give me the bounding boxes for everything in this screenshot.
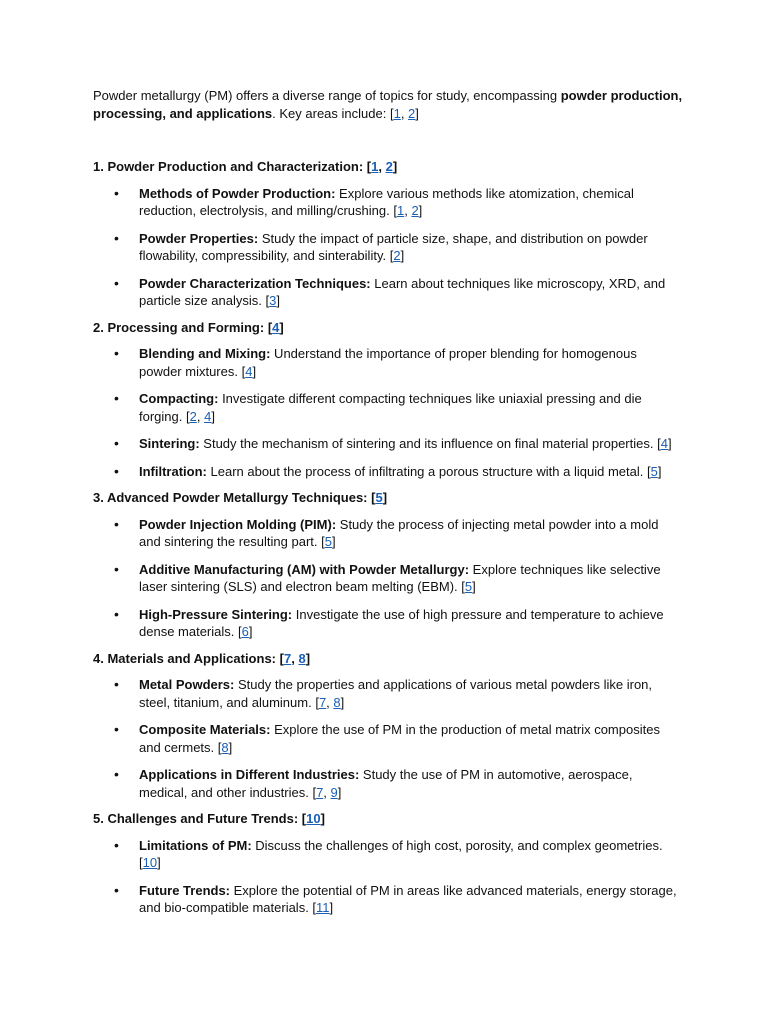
item-description: Learn about the process of infiltrating a porous structure with a liquid metal.: [206, 463, 647, 479]
list-item: [93, 516, 683, 551]
list-item: [93, 185, 683, 220]
item-term: Blending and Mixing:: [139, 346, 271, 361]
citation-link[interactable]: 5: [375, 490, 383, 505]
topic-sections: [93, 158, 683, 917]
item-citations: [4]: [657, 436, 672, 451]
bullet-list: [93, 345, 683, 480]
section-heading-text: 1. Powder Production and Characterization:: [93, 159, 364, 174]
citation-link[interactable]: 4: [660, 436, 668, 451]
citation-link[interactable]: 7: [318, 694, 327, 710]
citation-link[interactable]: 8: [298, 650, 306, 666]
citation-link[interactable]: 5: [650, 463, 658, 479]
item-term: Infiltration:: [139, 463, 207, 479]
item-citations: [2, 4]: [185, 408, 215, 424]
item-description: Investigate the use of high pressure and temperature to achieve dense materials.: [139, 606, 664, 639]
section-heading: [93, 489, 683, 507]
citation-link[interactable]: 3: [269, 293, 277, 308]
item-description: Discuss the challenges of high cost, porosity, and complex geometries.: [251, 837, 663, 853]
document-body: [93, 87, 683, 926]
section-heading-text: 4. Materials and Applications:: [93, 650, 277, 666]
list-item: [93, 676, 683, 711]
citation-link[interactable]: 9: [330, 784, 338, 800]
item-term: Powder Properties:: [139, 230, 259, 246]
section-heading: [93, 650, 683, 668]
item-citations: [2]: [389, 248, 405, 263]
item-description: Study the process of injecting metal powder into a mold and sintering the resulting part.: [139, 516, 659, 549]
citation-link[interactable]: 2: [385, 159, 393, 174]
citation-link[interactable]: 1: [396, 203, 405, 218]
citation-link[interactable]: 5: [464, 579, 473, 594]
item-citations: [10]: [139, 855, 161, 870]
list-item: [93, 435, 683, 453]
citation-link[interactable]: 8: [333, 694, 341, 710]
item-description: Study the impact of particle size, shape, and distribution on powder flowability, compressibility, and sinterability.: [139, 230, 648, 263]
list-item: [93, 766, 683, 801]
list-item: [93, 721, 683, 756]
item-description: Study the properties and applications of various metal powders like iron, steel, titanium, and aluminum.: [139, 677, 653, 710]
list-item: [93, 390, 683, 425]
list-item: [93, 275, 683, 310]
item-description: Explore the potential of PM in areas like advanced materials, energy storage, and bio-compatible materials.: [139, 882, 677, 915]
item-citations: [5]: [646, 463, 662, 479]
section-citations: [7, 8]: [279, 650, 311, 666]
item-citations: [5]: [321, 534, 336, 549]
citation-link[interactable]: 1: [371, 159, 379, 174]
citation-link[interactable]: 2: [411, 203, 419, 218]
item-term: Powder Characterization Techniques:: [139, 275, 371, 291]
citation-link[interactable]: 2: [393, 248, 401, 263]
item-term: Additive Manufacturing (AM) with Powder Metallurgy:: [139, 561, 470, 577]
item-term: Composite Materials:: [139, 722, 271, 737]
list-item: [93, 230, 683, 265]
item-citations: [7, 9]: [312, 784, 342, 800]
item-term: Sintering:: [139, 436, 200, 451]
citation-link[interactable]: 4: [204, 408, 212, 424]
section-citations: [4]: [267, 319, 284, 335]
citation-link[interactable]: 2: [408, 105, 416, 121]
item-term: Powder Injection Molding (PIM):: [139, 516, 337, 532]
intro-citations: [1, 2]: [389, 105, 419, 121]
intro-text-before: Powder metallurgy (PM) offers a diverse range of topics for study, encompassing: [93, 88, 561, 103]
item-term: Limitations of PM:: [139, 837, 252, 853]
item-citations: [1, 2]: [393, 203, 423, 218]
item-citations: [11]: [312, 900, 334, 915]
section-citations: [5]: [371, 490, 388, 505]
citation-link[interactable]: 4: [245, 363, 253, 379]
item-citations: [3]: [265, 293, 280, 308]
item-citations: [8]: [217, 739, 233, 755]
citation-link[interactable]: 4: [272, 319, 280, 335]
item-description: Learn about techniques like microscopy, XRD, and particle size analysis.: [139, 275, 666, 308]
list-item: [93, 606, 683, 641]
section-citations: [1, 2]: [366, 159, 398, 174]
citation-link[interactable]: 6: [241, 624, 249, 639]
list-item: [93, 882, 683, 917]
item-description: Study the use of PM in automotive, aerospace, medical, and other industries.: [139, 767, 633, 800]
list-item: [93, 561, 683, 596]
list-item: [93, 463, 683, 481]
item-citations: [6]: [238, 624, 253, 639]
item-term: High-Pressure Sintering:: [139, 606, 293, 622]
citation-link[interactable]: 11: [316, 900, 330, 915]
bullet-list: [93, 676, 683, 801]
item-term: Methods of Powder Production:: [139, 185, 336, 201]
item-description: Explore the use of PM in the production of metal matrix composites and cermets.: [139, 722, 660, 755]
item-description: Explore various methods like atomization, chemical reduction, electrolysis, and milling/crushing.: [139, 185, 634, 218]
section-heading: [93, 158, 683, 176]
bullet-list: [93, 516, 683, 641]
item-citations: [4]: [241, 363, 257, 379]
item-description: Explore techniques like selective laser sintering (SLS) and electron beam melting (EBM).: [139, 561, 661, 594]
item-term: Compacting:: [139, 391, 219, 406]
item-citations: [5]: [461, 579, 476, 594]
item-term: Applications in Different Industries:: [139, 767, 360, 782]
citation-link[interactable]: 7: [283, 650, 292, 666]
list-item: [93, 345, 683, 380]
citation-link[interactable]: 5: [324, 534, 332, 549]
section-heading: [93, 319, 683, 337]
section-heading: [93, 810, 683, 828]
section-heading-text: 5. Challenges and Future Trends:: [93, 811, 299, 826]
item-term: Future Trends:: [139, 882, 231, 898]
intro-text-after: . Key areas include:: [272, 105, 390, 121]
citation-link[interactable]: 10: [142, 855, 158, 870]
list-item: [93, 837, 683, 872]
item-term: Metal Powders:: [139, 677, 235, 692]
bullet-list: [93, 185, 683, 310]
item-description: Investigate different compacting techniques like uniaxial pressing and die forging.: [139, 391, 642, 424]
section-citations: [10]: [301, 811, 325, 826]
citation-link[interactable]: 1: [393, 105, 401, 121]
citation-link[interactable]: 7: [316, 784, 324, 800]
citation-link[interactable]: 2: [189, 408, 197, 424]
section-heading-text: 3. Advanced Powder Metallurgy Techniques:: [93, 490, 368, 505]
section-heading-text: 2. Processing and Forming:: [93, 319, 265, 335]
item-description: Understand the importance of proper blending for homogenous powder mixtures.: [139, 346, 637, 379]
intro-paragraph: [93, 87, 683, 122]
intro-bold-phrase: powder production, processing, and applications: [93, 88, 683, 121]
bullet-list: [93, 837, 683, 917]
citation-link[interactable]: 8: [221, 739, 229, 755]
item-description: Study the mechanism of sintering and its influence on final material properties.: [199, 436, 658, 451]
citation-link[interactable]: 10: [306, 811, 321, 826]
item-citations: [7, 8]: [315, 694, 345, 710]
